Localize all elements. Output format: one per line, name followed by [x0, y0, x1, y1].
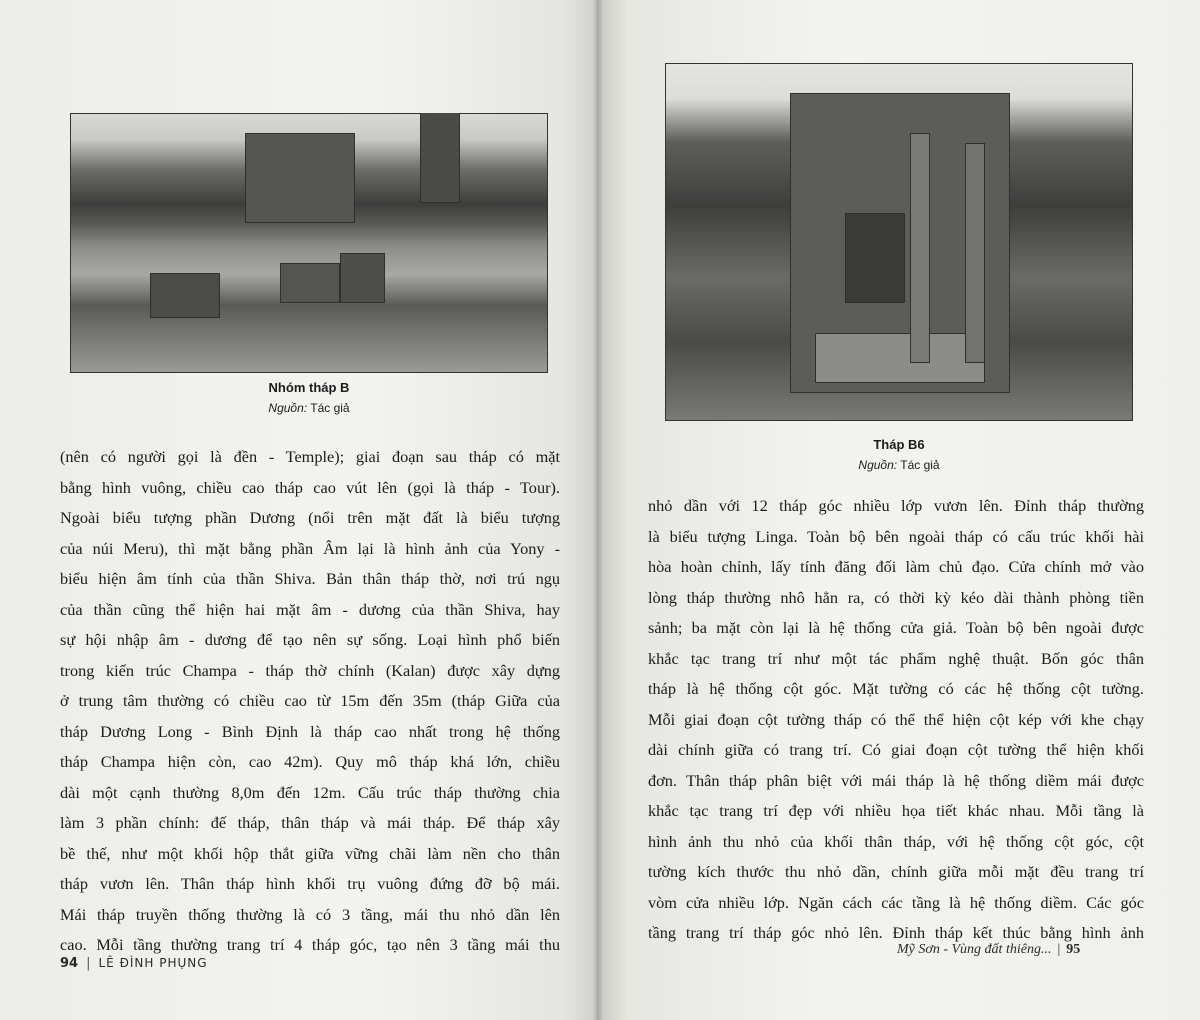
text-line: vòm cửa nhiều lớp. Ngăn cách các tầng là hệ thống diềm. Các góc — [648, 892, 1144, 912]
ruin-silhouette — [245, 133, 355, 223]
text-line: khắc tạc trang trí như một tác phẩm nghệ thuật. Bốn góc thân — [648, 648, 1144, 668]
source-label: Nguồn: — [858, 458, 898, 472]
text-line: của núi Meru), thì mặt bằng phần Âm lại là hình ảnh của Yony - — [60, 538, 560, 558]
text-line: cao. Mỗi tầng thường trang trí 4 tháp góc, tạo nên 3 tầng mái thu — [60, 935, 560, 954]
page-number: 94 — [60, 956, 79, 971]
text-line: dài chính giữa có trang trí. Có giai đoạn cột tường thể hiện khối — [648, 740, 1144, 759]
page-number: 95 — [1066, 942, 1081, 957]
text-line: tháp là hệ thống cột góc. Mặt tường có các hệ thống cột tường. — [648, 679, 1144, 698]
figure-title: Tháp B6 — [873, 437, 925, 452]
photo-group-b-towers — [70, 113, 548, 373]
text-line: sự hội nhập âm - dương để tạo nên sự sống. Loại hình phổ biến — [60, 630, 560, 649]
text-line: bằng hình vuông, chiều cao tháp cao vút lên (gọi là tháp - Tour). — [60, 477, 560, 497]
left-page-footer — [60, 956, 208, 971]
text-line: tháp Dương Long - Bình Định là tháp cao nhất trong hệ thống — [60, 721, 560, 741]
stone-block — [280, 263, 340, 303]
text-line: của thần cũng thể hiện hai mặt âm - dương của thần Shiva, hay — [60, 599, 560, 619]
pilaster — [965, 143, 985, 363]
right-page — [598, 0, 1200, 1020]
book-spine-gutter — [592, 0, 604, 1020]
stone-block — [150, 273, 220, 318]
text-line: lòng tháp thường nhô hẳn ra, có thời kỳ kéo dài thành phòng tiền — [648, 587, 1144, 607]
text-line: đơn. Thân tháp phân biệt với mái tháp là hệ thống diềm mái được — [648, 770, 1144, 790]
right-body-text — [648, 491, 1144, 949]
text-line: dài một cạnh thường 8,0m đến 12m. Cấu trúc tháp thường chia — [60, 782, 560, 802]
right-page-footer — [897, 942, 1080, 958]
text-line: biểu hiện âm tính của thần Shiva. Bản thân tháp thờ, nơi trú ngụ — [60, 569, 560, 588]
text-line: tường kích thước thu nhỏ dần, chính giữa mỗi mặt đều trang trí — [648, 862, 1144, 881]
text-line: làm 3 phần chính: đế tháp, thân tháp và mái tháp. Để tháp xây — [60, 813, 560, 832]
text-line: là biểu tượng Linga. Toàn bộ bên ngoài tháp có cấu trúc khối hài — [648, 526, 1144, 546]
text-line: (nên có người gọi là đền - Temple); giai đoạn sau tháp có mặt — [60, 447, 560, 466]
source-value: Tác giả — [900, 458, 940, 472]
footer-separator: | — [86, 956, 91, 971]
source-value: Tác giả — [310, 401, 350, 415]
text-line: tháp vươn lên. Thân tháp hình khối trụ vuông đứng đỡ bộ mái. — [60, 874, 560, 893]
text-line: khắc tạc trang trí đẹp với nhiều họa tiết khác nhau. Mỗi tầng là — [648, 801, 1144, 820]
text-line: ở trung tâm thường có chiều cao từ 15m đến 35m (tháp Giữa của — [60, 691, 560, 710]
figure-title: Nhóm tháp B — [268, 380, 350, 395]
left-body-text — [60, 442, 560, 961]
text-line: nhỏ dần với 12 tháp góc nhiều lớp vươn lên. Đỉnh tháp thường — [648, 496, 1144, 515]
figure-caption-right — [665, 437, 1133, 472]
balustrade — [815, 333, 985, 383]
figure-source — [665, 458, 1133, 472]
text-line: tầng trang trí tháp góc nhỏ lên. Đỉnh tháp kết thúc bằng hình ảnh — [648, 923, 1144, 942]
text-line: hòa hoàn chỉnh, lấy tính đăng đối làm chủ đạo. Cửa chính mở vào — [648, 557, 1144, 576]
text-line: hình ảnh thu nhỏ của khối thân tháp, với hệ thống cột góc, cột — [648, 831, 1144, 851]
text-line: Mỗi giai đoạn cột tường tháp có thể thể hiện cột kép với khe chạy — [648, 709, 1144, 729]
text-line: trong kiến trúc Champa - tháp thờ chính (Kalan) được xây dựng — [60, 660, 560, 680]
text-line: Ngoài biểu tượng phần Dương (nổi trên mặt đất là biểu tượng — [60, 508, 560, 527]
text-line: tháp Champa hiện còn, cao 42m). Quy mô tháp khá lớn, chiều — [60, 752, 560, 771]
figure-caption-left — [70, 380, 548, 415]
text-line: Mái tháp truyền thống thường là có 3 tầng, mái thu nhỏ dần lên — [60, 904, 560, 924]
running-title: Mỹ Sơn - Vùng đất thiêng... — [897, 942, 1052, 957]
text-line: bề thế, như một khối hộp thắt giữa vững chãi làm nền cho thân — [60, 843, 560, 863]
photo-tower-b6 — [665, 63, 1133, 421]
stone-block — [340, 253, 385, 303]
footer-separator: | — [1057, 942, 1061, 957]
source-label: Nguồn: — [268, 401, 308, 415]
left-page — [0, 0, 598, 1020]
tower-niche — [845, 213, 905, 303]
ruin-silhouette — [420, 113, 460, 203]
figure-source — [70, 401, 548, 415]
author-name: LÊ ĐÌNH PHỤNG — [98, 956, 208, 970]
pilaster — [910, 133, 930, 363]
text-line: sảnh; ba mặt còn lại là hệ thống cửa giả. Toàn bộ bên ngoài được — [648, 618, 1144, 637]
